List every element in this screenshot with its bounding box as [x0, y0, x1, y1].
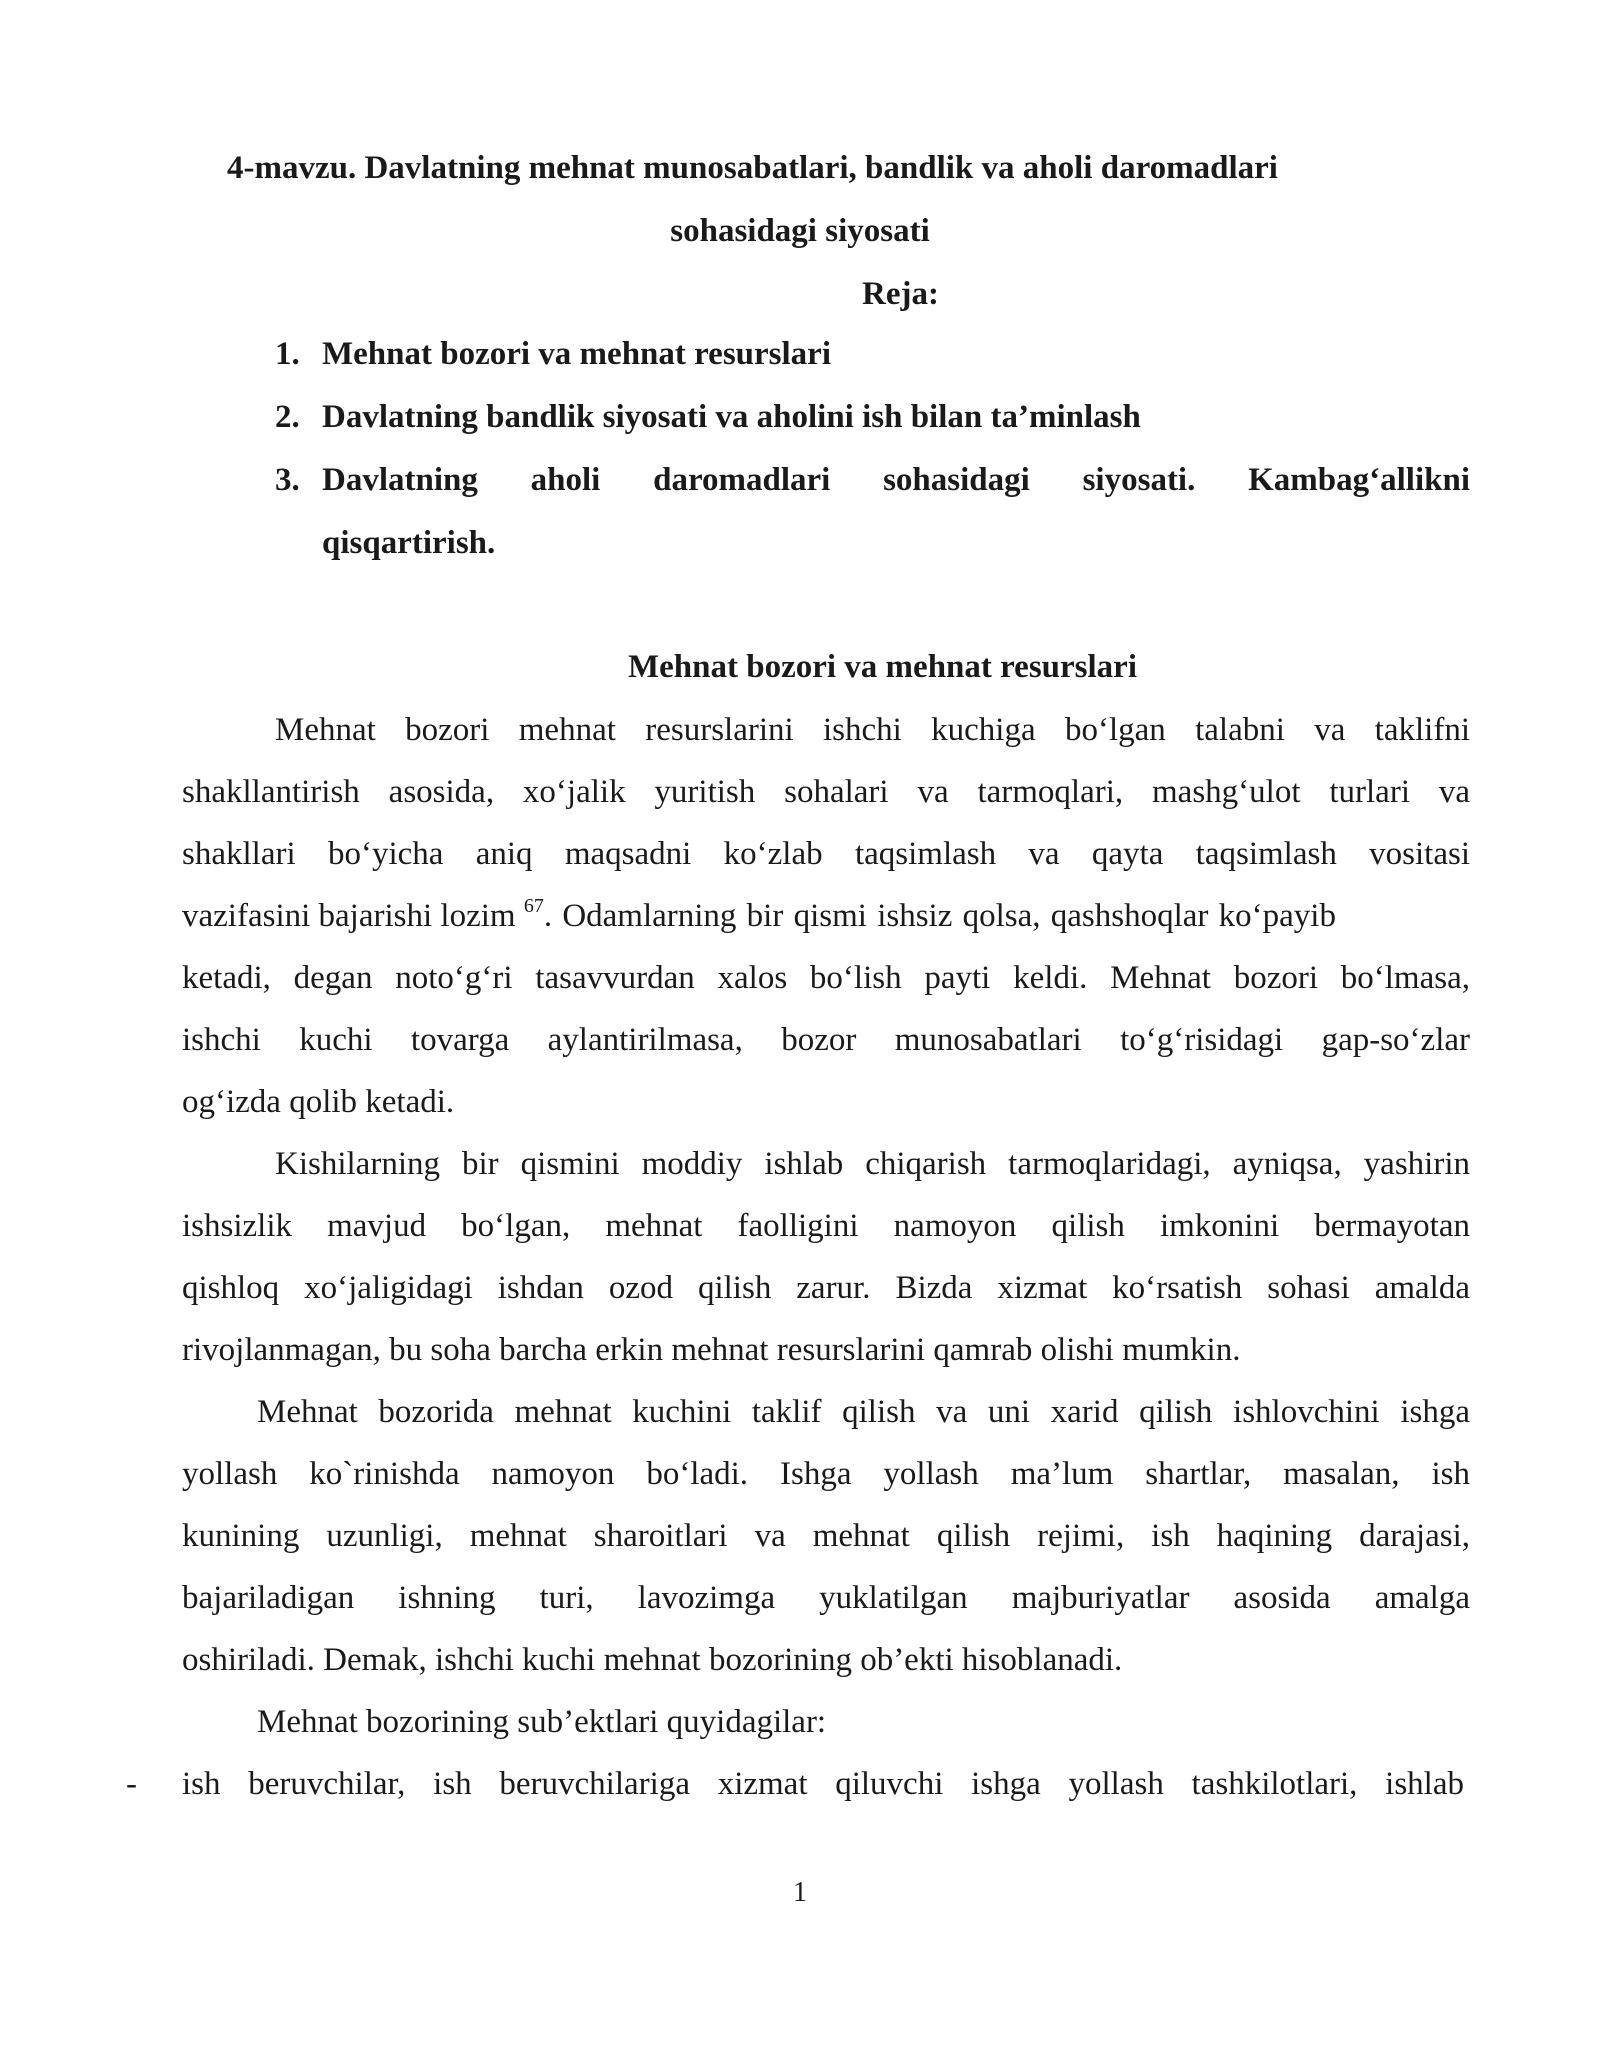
para3-line-3: kunining uzunligi, mehnat sharoitlari va mehnat qilish rejimi, ish haqining darajasi, [182, 1518, 1470, 1554]
para1-line-5: ketadi, degan noto‘g‘ri tasavvurdan xalos bo‘lish payti keldi. Mehnat bozori bo‘lmasa, [182, 960, 1470, 996]
plan-item-1-number: 1. [275, 336, 300, 372]
para1-line-3: shakllari bo‘yicha aniq maqsadni ko‘zlab taqsimlash va qayta taqsimlash vositasi [182, 836, 1470, 872]
plan-item-1-text: Mehnat bozori va mehnat resurslari [322, 336, 832, 372]
para1-line-7: og‘izda qolib ketadi. [182, 1084, 455, 1120]
para1-line-6: ishchi kuchi tovarga aylantirilmasa, bozor munosabatlari to‘g‘risidagi gap-so‘zlar [182, 1022, 1470, 1058]
para1-line-4 [182, 896, 1336, 940]
plan-item-3-text-line-1: Davlatning aholi daromadlari sohasidagi siyosati. Kambag‘allikni [322, 462, 1470, 498]
para1-line-4-end: . Odamlarning bir qismi ishsiz qolsa, qashshoqlar ko‘payib [543, 898, 1336, 934]
plan-item-2-text: Davlatning bandlik siyosati va aholini ish bilan ta’minlash [322, 399, 1141, 435]
footnote-reference: 67 [523, 895, 544, 917]
para3-line-2: yollash ko`rinishda namoyon bo‘ladi. Ishga yollash ma’lum shartlar, masalan, ish [182, 1456, 1470, 1492]
page-number: 1 [793, 1877, 807, 1908]
para3-line-5: oshiriladi. Demak, ishchi kuchi mehnat bozorining ob’ekti hisoblanadi. [182, 1642, 1123, 1678]
plan-item-3-number: 3. [275, 462, 300, 498]
plan-item-3-text-line-2: qisqartirish. [322, 525, 496, 561]
para1-line-2: shakllantirish asosida, xo‘jalik yuritish sohalari va tarmoqlari, mashg‘ulot turlari va [182, 774, 1470, 810]
para3-line-4: bajariladigan ishning turi, lavozimga yuklatilgan majburiyatlar asosida amalga [182, 1580, 1470, 1616]
bullet-marker: - [126, 1766, 137, 1802]
para2-line-4: rivojlanmagan, bu soha barcha erkin mehnat resurslarini qamrab olishi mumkin. [182, 1332, 1241, 1368]
para2-line-1: Kishilarning bir qismini moddiy ishlab chiqarish tarmoqlaridagi, ayniqsa, yashirin [275, 1146, 1470, 1182]
para2-line-2: ishsizlik mavjud bo‘lgan, mehnat faolligini namoyon qilish imkonini bermayotan [182, 1208, 1470, 1244]
topic-title-line-1: 4-mavzu. Davlatning mehnat munosabatlari, bandlik va aholi daromadlari [227, 150, 1278, 186]
para1-line-1: Mehnat bozori mehnat resurslarini ishchi kuchiga bo‘lgan talabni va taklifni [275, 712, 1470, 748]
para3-line-1: Mehnat bozorida mehnat kuchini taklif qilish va uni xarid qilish ishlovchini ishga [257, 1394, 1470, 1430]
plan-heading: Reja: [862, 276, 939, 312]
topic-title-line-2: sohasidagi siyosati [670, 213, 930, 249]
para4-line-1: Mehnat bozorining sub’ektlari quyidagilar: [257, 1704, 827, 1740]
bullet-item-text: ish beruvchilar, ish beruvchilariga xizmat qiluvchi ishga yollash tashkilotlari, ishlab [182, 1766, 1464, 1802]
section-heading: Mehnat bozori va mehnat resurslari [628, 649, 1138, 685]
para1-line-4-start: vazifasini bajarishi lozim [182, 898, 524, 934]
para2-line-3: qishloq xo‘jaligidagi ishdan ozod qilish zarur. Bizda xizmat ko‘rsatish sohasi amalda [182, 1270, 1470, 1306]
plan-item-2-number: 2. [275, 399, 300, 435]
